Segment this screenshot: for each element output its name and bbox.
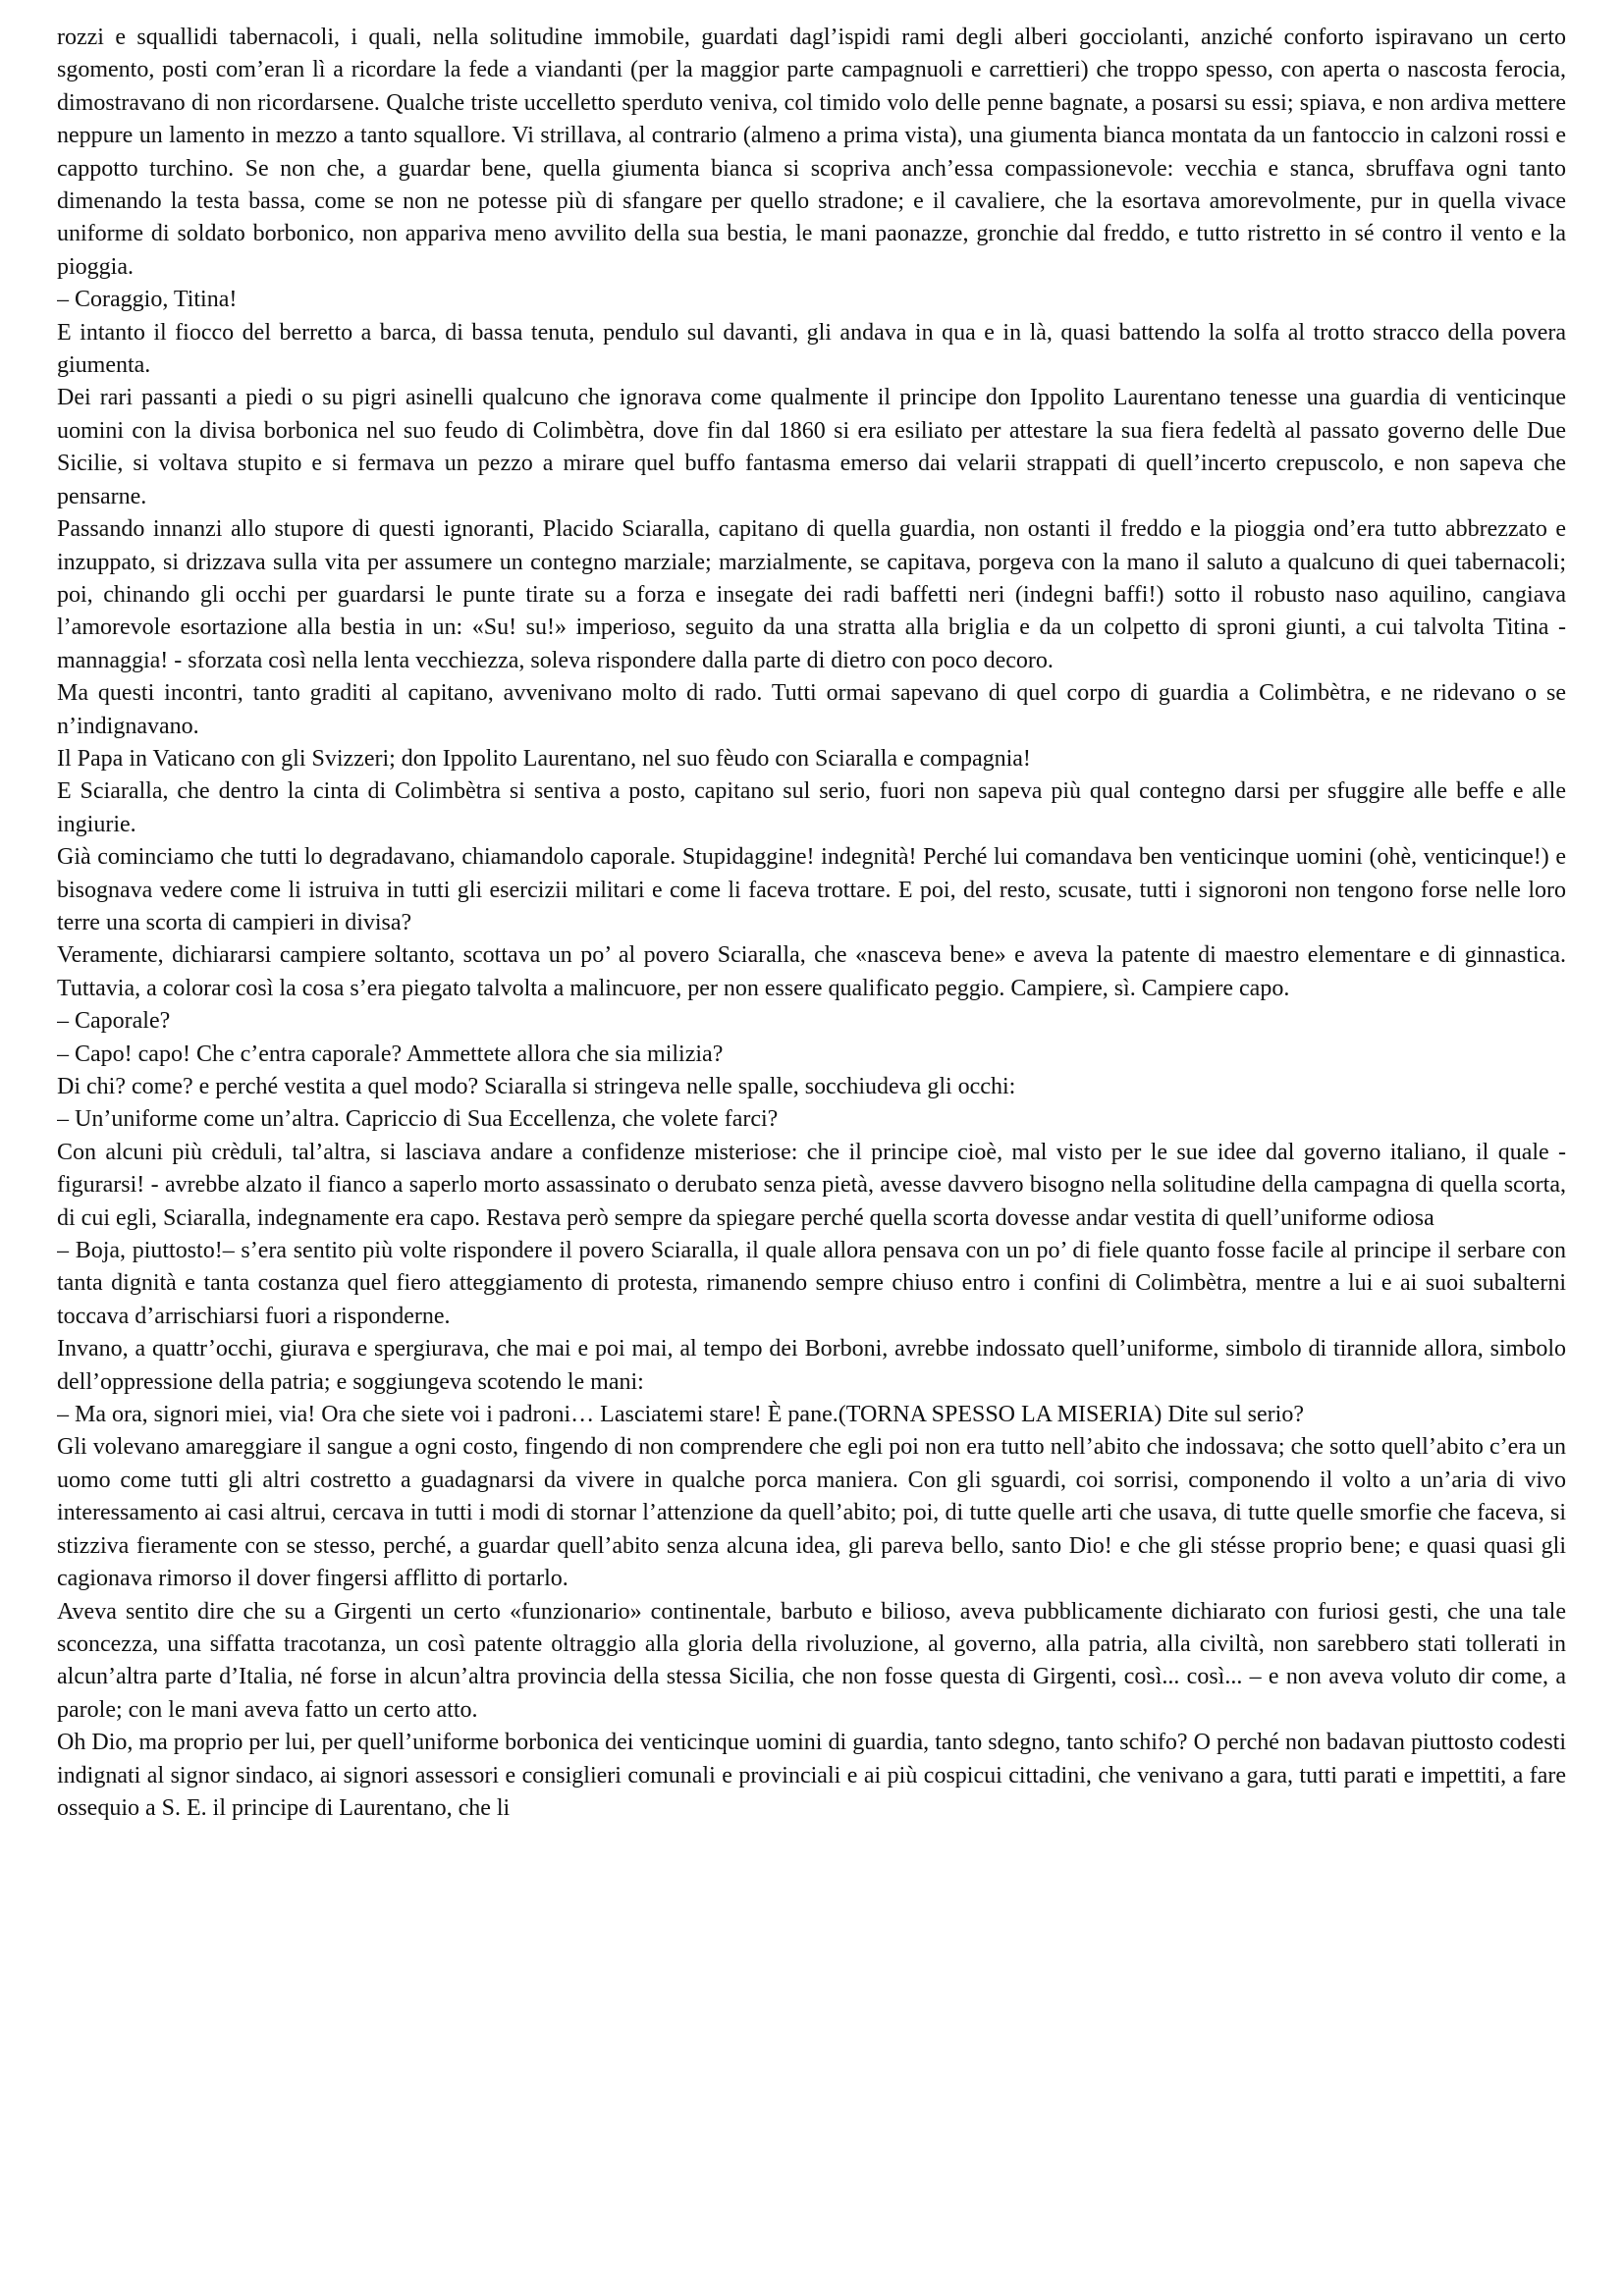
- dialogue-line: – Ma ora, signori miei, via! Ora che siete voi i padroni… Lasciatemi stare! È pane.(TORNA SPESSO LA MISERIA) Dite sul serio?: [57, 1402, 1304, 1428]
- dialogue-line: – Coraggio, Titina!: [57, 287, 238, 313]
- paragraph: Già cominciamo che tutti lo degradavano, chiamandolo caporale. Stupidaggine! indegnità! Perché lui comandava ben venticinque uomini (ohè, venticinque!) e bisognava vedere come li istruiva in tutti gli esercizii militari e come li faceva trottare. E poi, del resto, scusate, tutti i signoroni non tengono forse nelle loro terre una scorta di campieri in divisa?: [57, 844, 1566, 935]
- paragraph: Dei rari passanti a piedi o su pigri asinelli qualcuno che ignorava come qualmente il principe don Ippolito Laurentano tenesse una guardia di venticinque uomini con la divisa borbonica nel suo feudo di Colimbètra, dove fin dal 1860 si era esiliato per attestare la sua fiera fedeltà al passato governo delle Due Sicilie, si voltava stupito e si fermava un pezzo a mirare quel buffo fantasma emerso dai velarii strappati di quell’incerto crepuscolo, e non sapeva che pensarne.: [57, 385, 1566, 509]
- book-page: [57, 22, 1566, 2284]
- paragraph: Il Papa in Vaticano con gli Svizzeri; don Ippolito Laurentano, nel suo fèudo con Sciaralla e compagnia!: [57, 745, 1031, 772]
- dialogue-line: – Un’uniforme come un’altra. Capriccio di Sua Eccellenza, che volete farci?: [57, 1106, 779, 1133]
- paragraph: Di chi? come? e perché vestita a quel modo? Sciaralla si stringeva nelle spalle, socchiudeva gli occhi:: [57, 1074, 1016, 1099]
- paragraph: Veramente, dichiararsi campiere soltanto, scottava un po’ al povero Sciaralla, che «nasceva bene» e aveva la patente di maestro elementare e di ginnastica. Tuttavia, a colorar così la cosa s’era piegato talvolta a malincuore, per non essere qualificato peggio. Campiere, sì. Campiere capo.: [57, 942, 1566, 1001]
- dialogue-line: – Boja, piuttosto!– s’era sentito più volte rispondere il povero Sciaralla, il quale allora pensava con un po’ di fiele quanto fosse facile al principe il serbare con tanta dignità e tanta costanza quel fiero atteggiamento di protesta, rimanendo sempre chiuso entro i confini di Colimbètra, mentre a lui e ai suoi subalterni toccava d’arrischiarsi fuori a risponderne.: [57, 1238, 1566, 1329]
- paragraph: Con alcuni più crèduli, tal’altra, si lasciava andare a confidenze misteriose: che il principe cioè, mal visto per le sue idee dal governo italiano, il quale - figurarsi! - avrebbe alzato il fianco a saperlo morto assassinato o derubato senza pietà, avesse davvero bisogno nella solitudine della campagna di quella scorta, di cui egli, Sciaralla, indegnamente era capo. Restava però sempre da spiegare perché quella scorta dovesse andar vestita di quell’uniforme odiosa: [57, 1139, 1566, 1231]
- paragraph: Invano, a quattr’occhi, giurava e spergiurava, che mai e poi mai, al tempo dei Borboni, avrebbe indossato quell’uniforme, simbolo di tirannide allora, simbolo dell’oppressione della patria; e soggiungeva scotendo le mani:: [57, 1336, 1566, 1395]
- paragraph: Oh Dio, ma proprio per lui, per quell’uniforme borbonica dei venticinque uomini di guardia, tanto sdegno, tanto schifo? O perché non badavan piuttosto codesti indignati al signor sindaco, ai signori assessori e consiglieri comunali e provinciali e ai più cospicui cittadini, che venivano a gara, tutti parati e impettiti, a fare ossequio a S. E. il principe di Laurentano, che li: [57, 1730, 1566, 1821]
- paragraph: E Sciaralla, che dentro la cinta di Colimbètra si sentiva a posto, capitano sul serio, fuori non sapeva più qual contegno darsi per sfuggire alle beffe e alle ingiurie.: [57, 778, 1566, 837]
- paragraph: rozzi e squallidi tabernacoli, i quali, nella solitudine immobile, guardati dagl’ispidi rami degli alberi gocciolanti, anziché conforto ispiravano un certo sgomento, posti com’eran lì a ricordare la fede a viandanti (per la maggior parte campagnuoli e carrettieri) che troppo spesso, con aperta o nascosta ferocia, dimostravano di non ricordarsene. Qualche triste uccelletto sperduto veniva, col timido volo delle penne bagnate, a posarsi su essi; spiava, e non ardiva mettere neppure un lamento in mezzo a tanto squallore. Vi strillava, al contrario (almeno a prima vista), una giumenta bianca montata da un fantoccio in calzoni rossi e cappotto turchino. Se non che, a guardar bene, quella giumenta bianca si scopriva anch’essa compassionevole: vecchia e stanca, sbruffava ogni tanto dimenando la testa bassa, come se non ne potesse più di sfangare per quello stradone; e il cavaliere, che la esortava amorevolmente, pur in quella vivace uniforme di soldato borbonico, non appariva meno avvilito della sua bestia, le mani paonazze, gronchie dal freddo, e tutto ristretto in sé contro il vento e la pioggia.: [57, 25, 1566, 280]
- paragraph: Gli volevano amareggiare il sangue a ogni costo, fingendo di non comprendere che egli poi non era tutto nell’abito che indossava; che sotto quell’abito c’era un uomo come tutti gli altri costretto a guadagnarsi da vivere in qualche porca maniera. Con gli sguardi, coi sorrisi, componendo il volto a un’aria di vivo interessamento ai casi altrui, cercava in tutti i modi di stornar l’attenzione da quell’abito; poi, di tutte quelle arti che usava, di tutte quelle smorfie che faceva, si stizziva fieramente con se stesso, perché, a guardar quell’abito senza alcuna idea, gli pareva bello, santo Dio! e che gli stésse proprio bene; e quasi quasi gli cagionava rimorso il dover fingersi afflitto di portarlo.: [57, 1434, 1566, 1592]
- paragraph: Ma questi incontri, tanto graditi al capitano, avvenivano molto di rado. Tutti ormai sapevano di quel corpo di guardia a Colimbètra, e ne ridevano o se n’indignavano.: [57, 680, 1566, 739]
- paragraph: E intanto il fiocco del berretto a barca, di bassa tenuta, pendulo sul davanti, gli andava in qua e in là, quasi battendo la solfa al trotto stracco della povera giumenta.: [57, 319, 1566, 379]
- paragraph: Aveva sentito dire che su a Girgenti un certo «funzionario» continentale, barbuto e bilioso, aveva pubblicamente dichiarato con furiosi gesti, che una tale sconcezza, una siffatta tracotanza, un così patente oltraggio alla gloria della rivoluzione, al governo, alla patria, alla civiltà, non sarebbero stati tollerati in alcun’altra parte d’Italia, né forse in alcun’altra provincia della stessa Sicilia, che non fosse questa di Girgenti, così... così... – e non aveva voluto dir come, a parole; con le mani aveva fatto un certo atto.: [57, 1598, 1566, 1723]
- paragraph: Passando innanzi allo stupore di questi ignoranti, Placido Sciaralla, capitano di quella guardia, non ostanti il freddo e la pioggia ond’era tutto abbrezzato e inzuppato, si drizzava sulla vita per assumere un contegno marziale; marzialmente, se capitava, porgeva con la mano il saluto a qualcuno di quei tabernacoli; poi, chinando gli occhi per guardarsi le punte tirate su a forza e insegate dei radi baffetti neri (indegni baffi!) sotto il robusto naso aquilino, cangiava l’amorevole esortazione alla bestia in un: «Su! su!» imperioso, seguito da una stratta alla briglia e da un colpetto di sproni giunti, a cui talvolta Titina - mannaggia! - sforzata così nella lenta vecchiezza, soleva rispondere dalla parte di dietro con poco decoro.: [57, 516, 1566, 673]
- dialogue-line: – Capo! capo! Che c’entra caporale? Ammettete allora che sia milizia?: [57, 1041, 724, 1067]
- dialogue-line: – Caporale?: [57, 1008, 171, 1035]
